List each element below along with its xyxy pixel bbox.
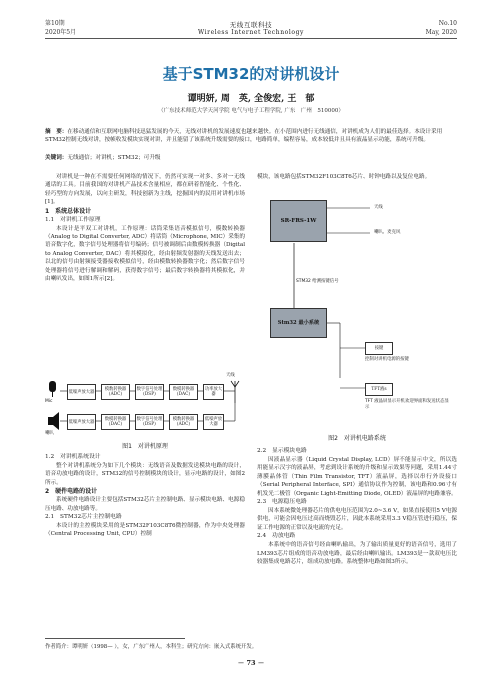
header-journal-en: Wireless Internet Technology xyxy=(197,29,305,36)
key-block: 按键 xyxy=(365,342,393,355)
left-column-bottom xyxy=(45,453,245,539)
page-number: － 73 － xyxy=(237,659,265,667)
fig2-control-text: STM32 给测按键信号 xyxy=(296,279,339,284)
rf-module-block: SR-FRS-1W xyxy=(270,200,327,242)
abstract xyxy=(45,128,457,144)
fig1-speaker-label: 喇叭 xyxy=(45,431,54,436)
speaker-icon xyxy=(48,417,53,425)
fig1-row2-block-5: 低噪声放大器 xyxy=(203,414,224,430)
fig1-row2-block-3: 数字信号处理 (DSP) xyxy=(135,414,164,430)
keywords-label: 关键词： xyxy=(45,155,68,161)
fig1-row1-block-4: 数模转换器 (DAC) xyxy=(169,384,198,400)
keywords xyxy=(45,154,457,162)
section-2-3-heading: 2.3 电源稳压电路 xyxy=(257,499,307,506)
header-month: May, 2020 xyxy=(425,29,457,36)
header-rule xyxy=(45,38,457,39)
section-2-1-paragraph: 本设计的主控模块采用的是STM32F103C8T6微控制器，作为中央处理器（Central Processing Unit, CPU）控制 xyxy=(45,523,245,538)
section-2-paragraph: 系统硬件电路设计主要包括STM32芯片主控制电路、显示模块电路、电源稳压电路、功放电路等。 xyxy=(45,497,245,512)
fig2-key-desc: 控制对讲机电源的按键 xyxy=(365,357,409,362)
section-1-heading: 1 系统总体设计 xyxy=(45,207,92,215)
header-journal-cn: 无线互联科技 xyxy=(229,21,273,29)
section-2-heading: 2 硬件电路的设计 xyxy=(45,488,98,496)
tft-block: TFT液s xyxy=(365,383,393,396)
continued-paragraph: 模块，该电路包括STM32F103C8T6芯片、时钟电路以及复位电路。 xyxy=(257,174,431,180)
fig2-speaker-mic-label: 喇叭、麦克风 xyxy=(374,230,401,235)
figure-1-caption: 图1 对讲机原理 xyxy=(122,443,168,450)
mcu-block: Stm32 最小系统 xyxy=(270,308,327,338)
abstract-text: 在移动通信和互联网电脑科技迅猛发展的今天，无线对讲机的发展速度也越来越快。在小范围内进行无线通信，对讲机成为人们的最佳选择。本设计采用STM32控制无线对讲，按帧收发模块实现对讲，并且能留了该系统升级需要的接口，电路简单，编程容易，成本较低并且具有液晶显示功能，系统可升级。 xyxy=(45,129,443,144)
header-no: No.10 xyxy=(438,20,457,27)
fig1-row2-block-4: 模数转换器 (ADC) xyxy=(169,414,198,430)
author-footnote: 作者简介：谭明妍（1998— ），女，广东广州人，本科生；研究方向：嵌入式系统开发。 xyxy=(45,644,258,650)
section-2-2-heading: 2.2 显示模块电路 xyxy=(257,448,307,454)
figure-2-caption: 图2 对讲机电路系统 xyxy=(328,435,386,442)
header-issue: 第10期 xyxy=(45,20,65,27)
section-1-1-heading: 1.1 对讲机工作原理 xyxy=(45,216,101,223)
section-1-2-heading: 1.2 对讲机系统设计 xyxy=(45,454,101,460)
section-2-4-heading: 2.4 功放电路 xyxy=(257,533,296,540)
section-2-4-paragraph: 本系统中的语音信号经由喇叭输出，为了输出质量更好的语音信号，选用了LM393芯片组成的语音功放电路，最后经由喇叭输出。LM393是一款双电压比较器集成电路芯片，组成功放电路。系统整体电路如图3所示。 xyxy=(257,542,457,566)
paper-authors: 谭明妍, 周 英, 全俊宏, 王 郁 xyxy=(187,94,315,104)
fig1-antenna-label: 天线 xyxy=(226,373,235,378)
figure-2 xyxy=(270,198,450,428)
fig1-row2-block-1: 低噪声放大器 xyxy=(67,414,96,430)
mic-icon xyxy=(49,381,56,392)
fig2-antenna-label: 天线 xyxy=(374,205,383,210)
intro-paragraph: 对讲机是一种在不需要任何网络的情况下，仍然可实现一对多、多对一无线通话的工具。目前我国的对讲机产品技术含量相应，都在研着智能化、个性化、轻巧型的方向发展，以向主研发，科技创新为主线，挖掘国内的民用对讲机市场[1]。 xyxy=(45,174,245,206)
section-2-2-paragraph: 因液晶显示器（Liquid Crystal Display, LCD）屏不能显示中文，所以选用能显示汉字的液晶屏，考虑到设计系统的升级和显示效果等问题，采用1.44寸薄膜晶体管（Thin Film Transistor, TFT）液晶屏，选择以串行外设接口（Serial Peripheral Interface, SPI）通信协议作为控制，该电路和0.96寸有机发光二极管（Organic Light-Emitting Diode, OLED）液晶屏的电路兼容。 xyxy=(257,457,457,497)
section-1-2-paragraph: 整个对讲机系统分为如下几个模块：无线语音及数据发送模块电路的设计，语音功放电路的设计，STM32的信号控制模块的设计，显示电路的设计，如图2所示。 xyxy=(45,463,245,486)
section-2-3-paragraph: 因本系统微处理器芯片的供电电压范围为2.0~3.6 V，如果直接使用5 V电源供电，可能会因电压过高而烧毁芯片，因此本系统采用3.3 V稳压管进行稳压，保证工作电源的正常以及电流的充足。 xyxy=(257,508,457,531)
figure-1 xyxy=(45,373,245,439)
fig1-row1-block-3: 数字信号处理 (DSP) xyxy=(135,384,164,400)
fig1-row1-block-5: 功率放大器 xyxy=(203,384,224,400)
right-column-bottom xyxy=(257,447,457,566)
footnote-rule xyxy=(45,638,185,639)
fig1-row1-block-1: 低噪声放大器 xyxy=(67,384,96,400)
fig1-row2-block-2: 数模转换器 (DAC) xyxy=(101,414,130,430)
right-column-top xyxy=(257,173,457,181)
section-1-1-paragraph: 本设计是平双工对讲机，工作原理：话筒采集语音模拟信号，模数转换器（Analog to Digital Converter, ADC）将话筒（Microphone, MIC）采集的语音数字化，数字信号处理器将信号编码；信号被调制后由数模转换器（Digital to Analog Converter, DAC）将其模拟化，经由射频发射器的天线发送出去；以北的信号由射频接受器接收模拟信号，经由模数转换器数字化；然后数字信号处理器将信号进行解调和解码，获得数字信号；最后数字转换器将其模拟化，并由喇叭发出，如图1所示[2]。 xyxy=(45,225,245,283)
paper-affiliation: （广东技术师范大学天河学院 电气与电子工程学院, 广东 广州 510000） xyxy=(158,108,344,114)
header-date: 2020年5月 xyxy=(45,29,77,36)
fig1-mic-label: Mic xyxy=(45,399,53,404)
left-column-top xyxy=(45,173,245,283)
paper-title: 基于STM32的对讲机设计 xyxy=(162,65,340,83)
fig1-row1-block-2: 模数转换器 (ADC) xyxy=(101,384,130,400)
fig2-tft-desc: TFT 液晶屏显示开机欢迎界面和发送状态显示 xyxy=(365,399,449,410)
abstract-label: 摘 要： xyxy=(45,129,68,135)
section-2-1-heading: 2.1 STM32芯片主控制电路 xyxy=(45,514,122,521)
keywords-text: 无线通信；对讲机；STM32；可升级 xyxy=(67,155,161,161)
